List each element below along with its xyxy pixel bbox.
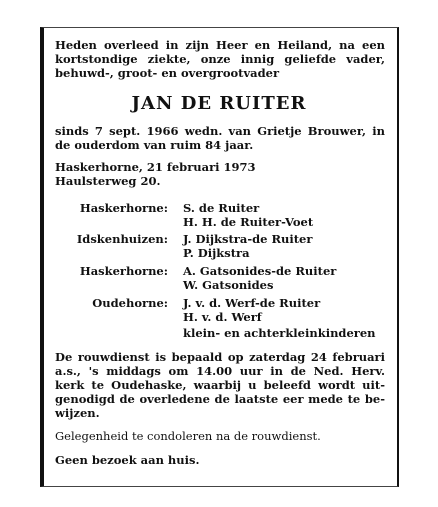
- deceased-name: JAN DE RUITER: [131, 93, 307, 114]
- family-place: Haskerhorne:: [79, 201, 168, 215]
- widower-line-2: de ouderdom van ruim 84 jaar.: [55, 138, 254, 152]
- intro-line-2: kortstondige ziekte, onze innig geliefde vader,: [55, 52, 385, 66]
- family-member: W. Gatsonides: [183, 278, 274, 292]
- family-place: Idskenhuizen:: [76, 232, 168, 246]
- widower-line-1: sinds 7 sept. 1966 wedn. van Grietje Brouwer, in: [55, 124, 385, 138]
- no-visit-line: Geen bezoek aan huis.: [55, 453, 200, 467]
- location-date: Haskerhorne, 21 februari 1973: [55, 160, 256, 174]
- grandchildren-line: klein- en achterkleinkinderen: [183, 326, 376, 340]
- service-line-4: genodigd de overledene de laatste eer mede te be-: [55, 392, 385, 406]
- family-place: Oudehorne:: [92, 296, 168, 310]
- intro-line-3: behuwd-, groot- en overgrootvader: [55, 66, 280, 80]
- intro-line-1: Heden overleed in zijn Heer en Heiland, na een: [55, 38, 385, 52]
- condolence-line: Gelegenheid te condoleren na de rouwdienst.: [55, 429, 321, 443]
- family-member: A. Gatsonides-de Ruiter: [183, 264, 337, 278]
- family-member: J. v. d. Werf-de Ruiter: [183, 296, 321, 310]
- family-member: P. Dijkstra: [183, 246, 250, 260]
- service-line-2: a.s., 's middags om 14.00 uur in de Ned. Herv.: [55, 364, 385, 378]
- service-line-5: wijzen.: [55, 406, 100, 420]
- service-line-3: kerk te Oudehaske, waarbij u beleefd wordt uit-: [55, 378, 385, 392]
- service-line-1: De rouwdienst is bepaald op zaterdag 24 februari: [55, 350, 385, 364]
- family-member: H. H. de Ruiter-Voet: [183, 215, 314, 229]
- family-member: H. v. d. Werf: [183, 310, 262, 324]
- location-address: Haulsterweg 20.: [55, 174, 161, 188]
- family-place: Haskerhorne:: [79, 264, 168, 278]
- family-member: J. Dijkstra-de Ruiter: [183, 232, 313, 246]
- family-member: S. de Ruiter: [183, 201, 260, 215]
